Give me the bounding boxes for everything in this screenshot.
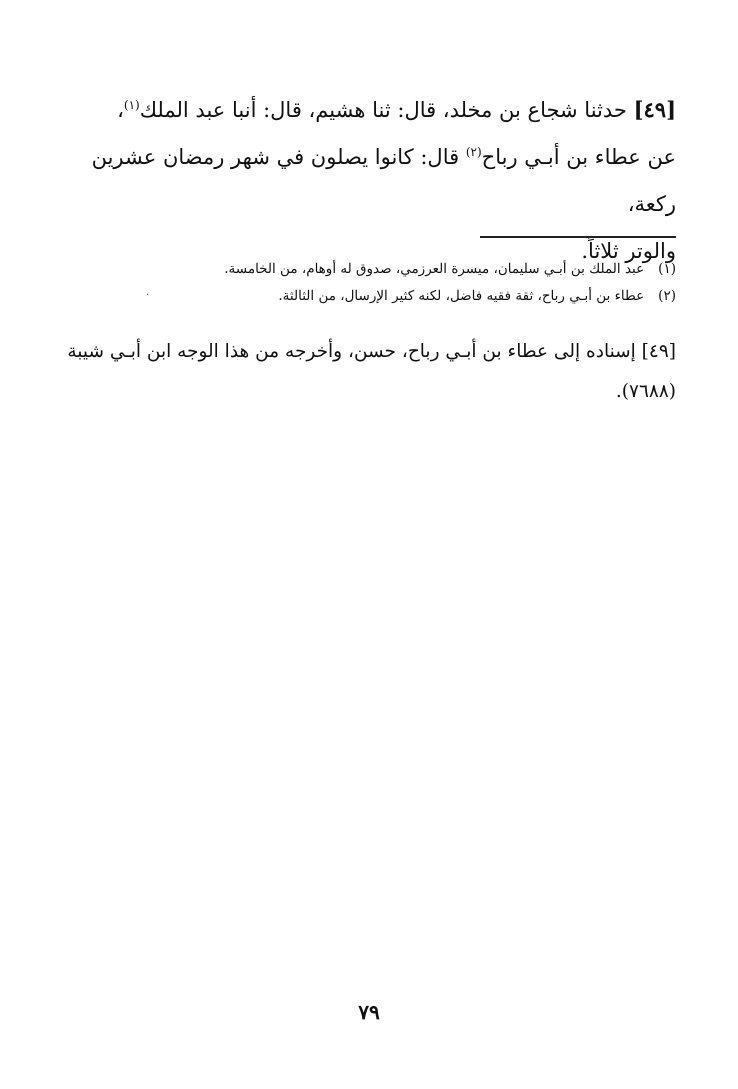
footnote-2 <box>64 283 676 310</box>
footnote-divider <box>480 236 676 238</box>
hadith-number: [٤٩] <box>633 97 676 122</box>
footnote-ref-2: (٢) <box>465 145 482 159</box>
hadith-line-3: والوتر ثلاثاً. <box>581 239 676 263</box>
footnote-ref-1: (١) <box>123 98 140 112</box>
hadith-text <box>64 86 676 275</box>
hadith-line-1-end: ، <box>117 98 124 122</box>
stray-mark: · <box>146 290 150 301</box>
commentary <box>64 332 676 412</box>
hadith-line-2 <box>64 134 676 228</box>
footnote-1-number: (١) <box>658 261 676 277</box>
hadith-line-1-text: حدثنا شجاع بن مخلد، قال: ثنا هشيم، قال: أنبا عبد الملك <box>139 98 634 122</box>
footnotes <box>64 256 676 310</box>
footnote-1 <box>64 256 676 283</box>
footnote-1-text: عبد الملك بن أبـي سليمان، ميسرة العرزمي، صدوق له أوهام، من الخامسة. <box>224 261 645 277</box>
page-number: ٧٩ <box>358 1000 380 1024</box>
hadith-line-2-end: قال: كانوا يصلون في شهر رمضان عشرين ركعة، <box>91 145 676 216</box>
hadith-line-2-text: عن عطاء بن أبـي رباح <box>481 145 676 169</box>
commentary-line-1: [٤٩] إسناده إلى عطاء بن أبـي رباح، حسن، وأخرجه من هذا الوجه ابن أبـي شيبة <box>67 341 676 362</box>
footnote-2-text: عطاء بن أبـي رباح، ثقة فقيه فاضل، لكنه كثير الإرسال، من الثالثة. <box>278 288 645 304</box>
commentary-line-2: (٧٦٨٨). <box>615 381 676 402</box>
footnote-2-number: (٢) <box>658 288 676 304</box>
hadith-line-1 <box>64 86 676 134</box>
